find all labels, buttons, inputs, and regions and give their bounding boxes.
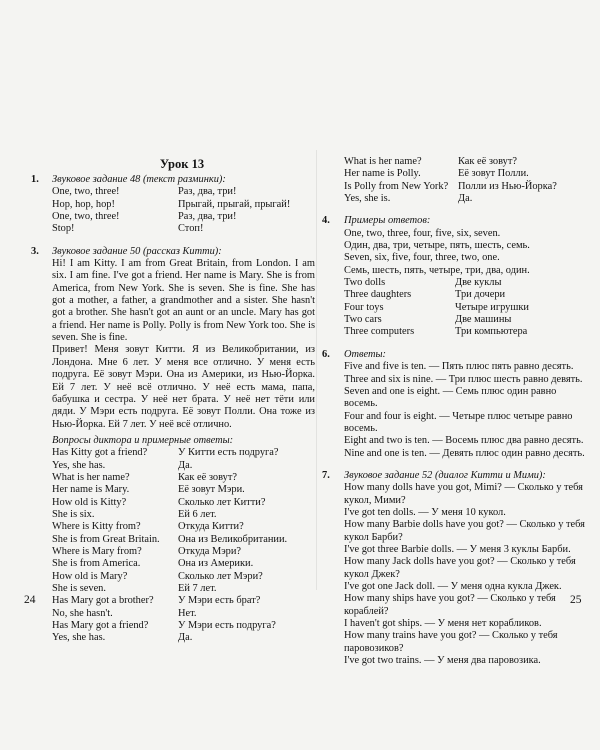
pair-ru: Как её зовут? <box>458 156 518 167</box>
lesson-title: Урок 13 <box>159 157 205 171</box>
pair-en: Yes, she has. <box>52 459 106 471</box>
pair-en: Two dolls <box>344 277 386 289</box>
exercise-4 <box>322 215 586 338</box>
dialog-line: How many Barbie dolls have you got? — Сколько у тебя кукол Барби? <box>344 519 585 543</box>
answer-line: Eight and two is ten. — Восемь плюс два равно десять. <box>344 435 584 447</box>
page-number-left: 24 <box>24 594 36 606</box>
pair-ru: Ей 6 лет. <box>178 508 217 520</box>
pair-ru: Три компьютера <box>455 326 528 338</box>
pair-ru: Сколько лет Китти? <box>178 496 266 508</box>
pair-ru: У Мэри есть брат? <box>178 595 261 607</box>
pair-ru: Две куклы <box>455 277 502 289</box>
pair-en: Four toys <box>344 301 384 313</box>
pair-en: Three daughters <box>344 289 412 301</box>
pair-ru: Да. <box>458 193 473 205</box>
exercise-heading: Ответы: <box>344 348 386 360</box>
pair-en: She is six. <box>52 508 95 520</box>
page-gutter <box>316 150 317 590</box>
qa-pairs-continued <box>344 156 586 205</box>
pair-en: Yes, she has. <box>52 632 106 644</box>
exercise-number: 1. <box>31 174 39 185</box>
pair-ru: Её зовут Мэри. <box>178 484 245 496</box>
answer-line: Nine and one is ten. — Девять плюс один равно десять. <box>344 447 585 459</box>
pair-ru: У Мэри есть подруга? <box>178 620 276 632</box>
pair-en: Two cars <box>344 314 382 326</box>
exercise-heading: Звуковое задание 50 (рассказ Китти): <box>52 245 222 257</box>
pair-en: She is seven. <box>52 583 106 594</box>
answer-line: Three and six is nine. — Три плюс шесть равно девять. <box>344 373 583 385</box>
pair-en: How old is Mary? <box>52 570 128 582</box>
left-page <box>23 156 315 645</box>
pair-en: Stop! <box>52 223 75 235</box>
pair-en: Where is Kitty from? <box>52 521 141 533</box>
pair-ru: Как её зовут? <box>178 471 238 483</box>
dialog-line: How many trains have you got? — Сколько у тебя паровозиков? <box>344 630 558 654</box>
right-page <box>322 156 586 667</box>
answer-line: Seven and one is eight. — Семь плюс один равно восемь. <box>344 385 557 410</box>
story-russian: Привет! Меня зовут Китти. Я из Великобритании, из Лондона. Мне 6 лет. У меня все отлично. У меня есть подруга. Её зовут Мэри. Она из Америки, из Нью-Йорка. Ей 7 лет. У неё всё отлично. У неё есть мама, папа, бабушка и сестра. У неё нет брата. У неё нет тёти или дяди. У Мэри есть подруга. Её зовут Полли. Она тоже из Нью-Йорка. Ей 7 лет. У неё всё отлично. <box>52 344 315 430</box>
pair-ru: Стоп! <box>178 223 204 235</box>
exercise-number: 7. <box>322 469 330 481</box>
exercise-number: 4. <box>322 215 330 227</box>
pair-ru: У Китти есть подруга? <box>178 447 279 459</box>
pair-ru: Две машины <box>455 314 512 326</box>
dialog-line: I've got one Jack doll. — У меня одна кукла Джек. <box>344 581 562 592</box>
dialog-line: How many Jack dolls have you got? — Сколько у тебя кукол Джек? <box>344 556 576 580</box>
exercise-3 <box>23 246 315 645</box>
answer-line: Five and five is ten. — Пять плюс пять равно десять. <box>344 361 574 373</box>
exercise-heading: Звуковое задание 52 (диалог Китти и Мими): <box>344 469 546 481</box>
pair-en: She is from America. <box>52 558 141 570</box>
qa-pairs <box>52 447 315 645</box>
dialog-line: I've got two trains. — У меня два паровозика. <box>344 655 541 667</box>
warmup-pairs <box>52 186 315 235</box>
exercise-number: 6. <box>322 348 330 360</box>
answer-line: Seven, six, five, four, three, two, one. <box>344 252 500 264</box>
answer-line: Семь, шесть, пять, четыре, три, два, один. <box>344 264 530 276</box>
pair-en: Three computers <box>344 326 415 338</box>
pair-ru: Полли из Нью-Йорка? <box>458 180 557 192</box>
exercise-1 <box>23 174 315 236</box>
exercise-6 <box>322 349 586 460</box>
pair-en: Where is Mary from? <box>52 545 142 557</box>
pair-ru: Раз, два, три! <box>178 211 237 223</box>
pair-en: What is her name? <box>344 156 422 167</box>
dialog-line: How many ships have you got? — Сколько у тебя кораблей? <box>344 593 556 617</box>
answer-line: Один, два, три, четыре, пять, шесть, семь. <box>344 240 530 252</box>
pair-en: Has Mary got a friend? <box>52 620 149 632</box>
exercise-heading: Примеры ответов: <box>344 215 431 227</box>
pair-en: No, she hasn't. <box>52 607 113 619</box>
pair-ru: Её зовут Полли. <box>458 168 529 180</box>
count-pairs <box>344 277 586 339</box>
pair-en: What is her name? <box>52 471 130 483</box>
dialog-line: How many dolls have you got, Mimi? — Сколько у тебя кукол, Мими? <box>344 482 583 506</box>
page-number-right: 25 <box>570 594 582 606</box>
pair-ru: Она из Великобритании. <box>178 533 288 545</box>
pair-ru: Откуда Китти? <box>178 521 244 533</box>
pair-en: Her name is Polly. <box>344 168 421 180</box>
pair-en: Has Kitty got a friend? <box>52 447 148 459</box>
pair-ru: Да. <box>178 632 193 644</box>
pair-ru: Раз, два, три! <box>178 186 237 198</box>
pair-en: She is from Great Britain. <box>52 533 160 545</box>
pair-en: Yes, she is. <box>344 193 391 205</box>
pair-ru: Она из Америки. <box>178 558 254 570</box>
pair-en: Her name is Mary. <box>52 484 130 496</box>
pair-en: Has Mary got a brother? <box>52 595 154 607</box>
pair-ru: Ей 7 лет. <box>178 583 217 594</box>
pair-ru: Нет. <box>178 607 197 619</box>
exercise-heading: Звуковое задание 48 (текст разминки): <box>52 174 226 185</box>
pair-ru: Прыгай, прыгай, прыгай! <box>178 198 291 210</box>
pair-en: Is Polly from New York? <box>344 180 449 192</box>
qa-heading: Вопросы диктора и примерные ответы: <box>52 434 234 446</box>
exercise-3-continued <box>322 156 586 205</box>
exercise-number: 3. <box>31 245 39 257</box>
pair-ru: Да. <box>178 459 193 471</box>
pair-ru: Четыре игрушки <box>455 301 529 313</box>
pair-en: One, two, three! <box>52 211 120 223</box>
pair-ru: Три дочери <box>455 289 506 301</box>
dialog-line: I haven't got ships. — У меня нет корабликов. <box>344 618 542 630</box>
pair-en: How old is Kitty? <box>52 496 127 508</box>
answer-line: Four and four is eight. — Четыре плюс четыре равно восемь. <box>344 410 573 434</box>
pair-ru: Откуда Мэри? <box>178 545 242 557</box>
story-english: Hi! I am Kitty. I am from Great Britain, from London. I am six. I am fine. I've got a friend. Her name is Mary. She is from America, from New York. She is seven. She is fine. She has got a mother, a father, a grandmother and a sister. She hasn't got a brother. She hasn't got an aunt or an uncle. Mary has got a friend. Her name is Polly. Polly is from New York too. She is seven. She is fine. <box>52 258 315 344</box>
dialog-line: I've got ten dolls. — У меня 10 кукол. <box>344 506 506 518</box>
exercise-7 <box>322 470 586 668</box>
dialog-line: I've got three Barbie dolls. — У меня 3 куклы Барби. <box>344 543 571 555</box>
answer-line: One, two, three, four, five, six, seven. <box>344 227 501 239</box>
pair-en: Hop, hop, hop! <box>52 198 115 210</box>
pair-ru: Сколько лет Мэри? <box>178 570 263 582</box>
pair-en: One, two, three! <box>52 186 120 198</box>
